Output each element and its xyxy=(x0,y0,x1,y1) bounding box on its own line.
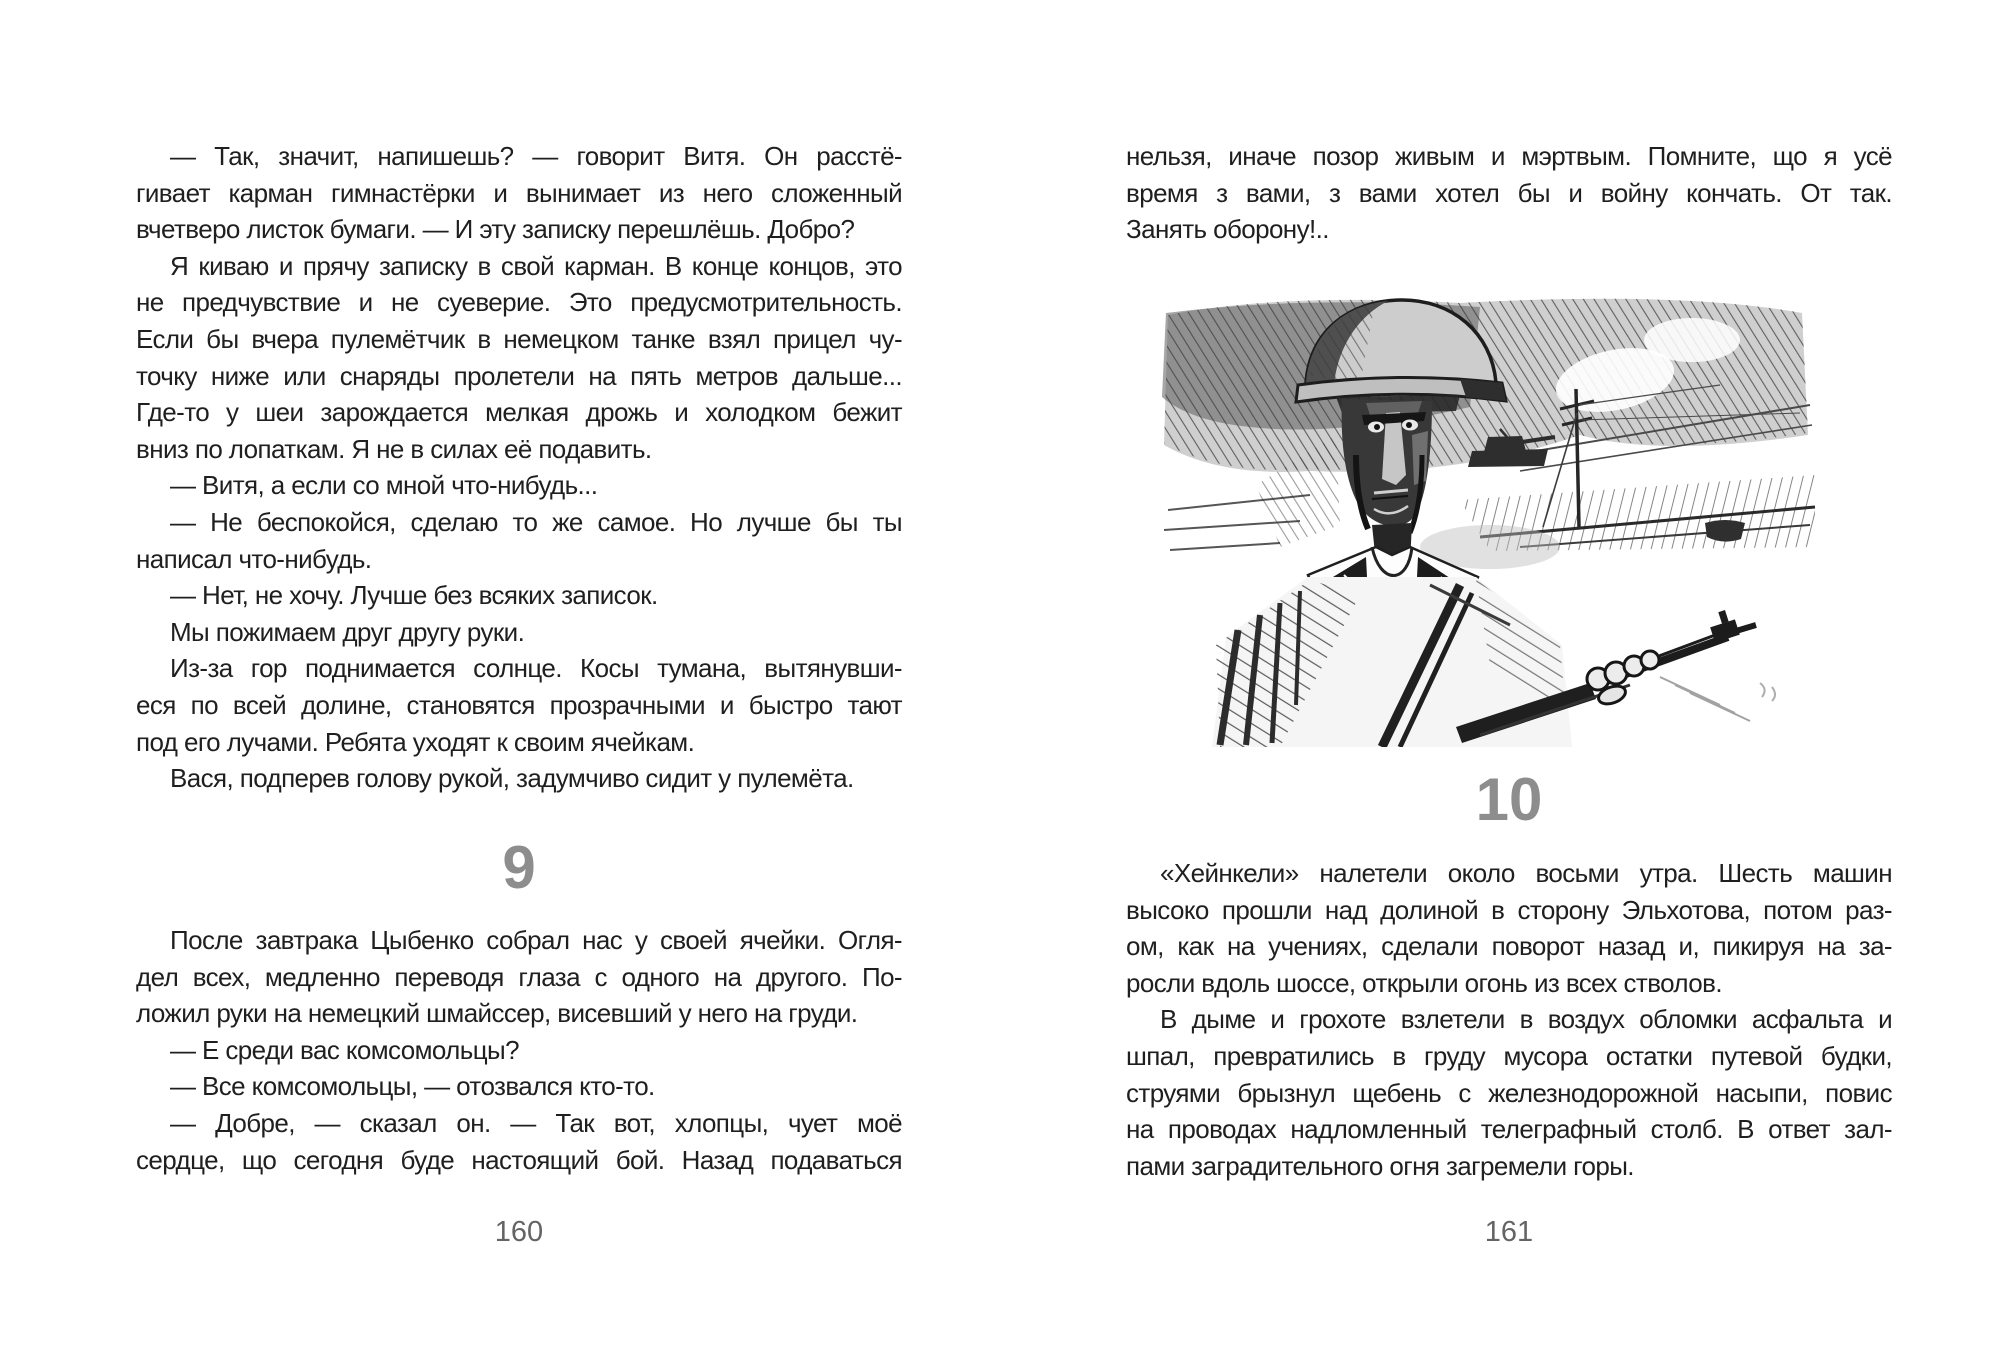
text-line: не предчувствие и не суеверие. Это предусмотрительность. xyxy=(136,287,902,318)
text-line: — Все комсомольцы, — отозвался кто-то. xyxy=(170,1071,655,1102)
page-number-right: 161 xyxy=(1484,1216,1534,1248)
text-line: росли вдоль шоссе, открыли огонь из всех стволов. xyxy=(1126,967,1722,998)
text-line: — Витя, а если со мной что-нибудь... xyxy=(170,470,598,501)
text-line: Занять оборону!.. xyxy=(1126,214,1329,245)
text-line: В дыме и грохоте взлетели в воздух обломки асфальта и xyxy=(1160,1004,1892,1035)
left-text-block-1 xyxy=(136,138,902,797)
soldier-illustration xyxy=(1160,285,1820,747)
page-number-left: 160 xyxy=(494,1216,544,1248)
text-line: После завтрака Цыбенко собрал нас у своей ячейки. Огля- xyxy=(170,925,902,955)
text-line: на проводах надломленный телеграфный столб. В ответ зал- xyxy=(1126,1114,1892,1145)
gripping-hand xyxy=(1587,651,1659,707)
text-line: вниз по лопаткам. Я не в силах её подавить. xyxy=(136,433,652,464)
text-line: «Хейнкели» налетели около восьми утра. Шесть машин xyxy=(1160,858,1892,888)
soldier-face xyxy=(1342,399,1432,563)
text-line: Мы пожимаем друг другу руки. xyxy=(170,616,525,647)
right-text-block-2 xyxy=(1126,855,1892,1184)
section-number-9: 9 xyxy=(502,834,536,901)
text-line: дел всех, медленно переводя глаза с одного на другого. По- xyxy=(136,961,902,992)
text-line: время з вами, з вами хотел бы и войну кончать. От так. xyxy=(1126,177,1892,208)
text-line: гивает карман гимнастёрки и вынимает из него сложенный xyxy=(136,177,902,208)
text-line: Если бы вчера пулемётчик в немецком танке взял прицел чу- xyxy=(136,323,902,354)
text-line: — Не беспокойся, сделаю то же самое. Но лучше бы ты xyxy=(170,506,902,537)
text-line: высоко прошли над долиной в сторону Эльхотова, потом раз- xyxy=(1126,894,1892,925)
text-line: ложил руки на немецкий шмайссер, висевший у него на груди. xyxy=(136,998,858,1029)
text-line: сердце, що сегодня буде настоящий бой. Назад подаваться xyxy=(136,1144,902,1175)
text-line: — Так, значит, напишешь? — говорит Витя. Он расстё- xyxy=(170,141,902,171)
text-line: — Добре, — сказал он. — Так вот, хлопцы, чует моё xyxy=(170,1107,902,1138)
text-line: Вася, подперев голову рукой, задумчиво сидит у пулемёта. xyxy=(170,763,854,794)
text-line: — Нет, не хочу. Лучше без всяких записок. xyxy=(170,580,658,611)
text-line: Из-за гор поднимается солнце. Косы тумана, вытянувши- xyxy=(170,653,902,684)
text-line: — Е среди вас комсомольцы? xyxy=(170,1034,519,1065)
text-line: Я киваю и прячу записку в свой карман. В конце концов, это xyxy=(170,250,902,281)
text-line: точку ниже или снаряды пролетели на пять метров дальше... xyxy=(136,360,902,391)
text-line: пами заградительного огня загремели горы. xyxy=(1126,1150,1634,1181)
text-line: еся по всей долине, становятся прозрачными и быстро тают xyxy=(136,689,902,720)
text-line: струями брызнул щебень с железнодорожной насыпи, повис xyxy=(1126,1077,1892,1108)
text-line: Где-то у шеи зарождается мелкая дрожь и холодком бежит xyxy=(136,397,902,428)
right-text-block-1 xyxy=(1126,138,1892,248)
text-line: ом, как на учениях, сделали поворот назад и, пикируя на за- xyxy=(1126,931,1892,962)
sleeve-strokes xyxy=(1660,677,1775,721)
left-text-block-2 xyxy=(136,922,902,1178)
text-line: под его лучами. Ребята уходят к своим ячейкам. xyxy=(136,726,695,757)
text-line: вчетверо листок бумаги. — И эту записку перешлёшь. Добро? xyxy=(136,214,855,245)
text-line: шпал, превратились в груду мусора остатки путевой будки, xyxy=(1126,1040,1892,1071)
text-line: написал что-нибудь. xyxy=(136,543,372,574)
section-number-10: 10 xyxy=(1475,766,1543,833)
text-line: нельзя, иначе позор живым и мэртвым. Помните, що я усё xyxy=(1126,141,1892,171)
